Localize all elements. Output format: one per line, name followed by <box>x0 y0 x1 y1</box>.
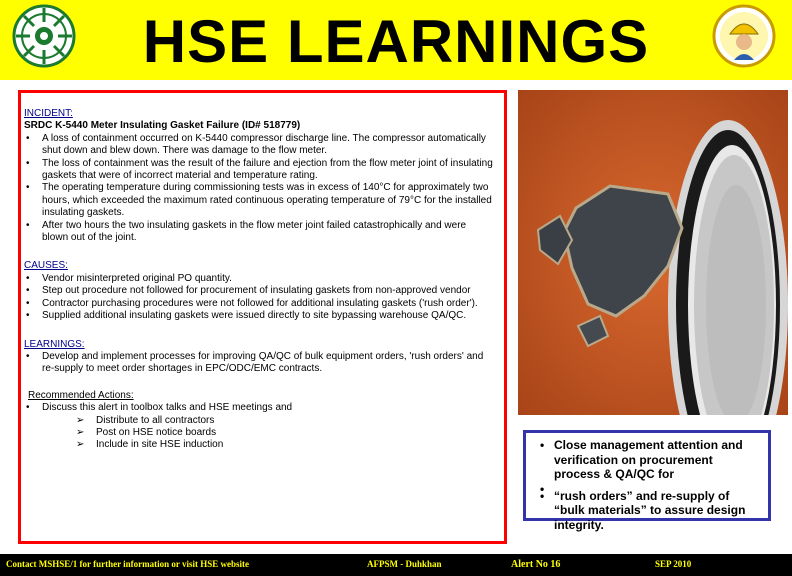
incident-heading: INCIDENT: <box>24 108 73 119</box>
footer-bar <box>0 554 792 576</box>
page-title: HSE LEARNINGS <box>142 8 650 75</box>
incident-content <box>24 108 494 452</box>
callout-spacer <box>538 482 762 489</box>
footer-department: AFPSM - Duhkhan <box>367 559 442 569</box>
causes-heading: CAUSES: <box>24 260 68 272</box>
callout-list <box>538 438 762 532</box>
learning-bullet: • Develop and implement processes for improving QA/QC of bulk equipment orders, 'rush orders' and re-supply to meet order shortages in EPC/ODC/EMC contracts. <box>24 351 494 376</box>
incident-bullet: • After two hours the two insulating gaskets in the flow meter joint failed catastrophically and were blown out of the joint. <box>24 220 494 245</box>
recommended-item: ➢ Distribute to all contractors <box>76 415 494 427</box>
incident-subtitle: SRDC K-5440 Meter Insulating Gasket Failure (ID# 518779) <box>24 120 301 132</box>
recommended-list <box>24 402 494 414</box>
recommended-sublist <box>24 415 494 452</box>
header-bar <box>0 0 792 80</box>
recommended-item: ➢ Post on HSE notice boards <box>76 427 494 439</box>
recommended-item: ➢ Include in site HSE induction <box>76 439 494 451</box>
causes-list <box>24 273 494 323</box>
cause-bullet: • Supplied additional insulating gaskets were issued directly to site bypassing warehouse QA/QC. <box>24 310 494 322</box>
recommended-bullet: • Discuss this alert in toolbox talks and HSE meetings and <box>24 402 494 414</box>
callout-bullet: • “rush orders” and re-supply of “bulk materials” to assure design integrity. <box>538 489 762 533</box>
cause-bullet: • Step out procedure not followed for procurement of insulating gaskets from non-approved vendor <box>24 285 494 297</box>
learnings-list <box>24 351 494 376</box>
incident-bullet: • A loss of containment occurred on K-5440 compressor discharge line. The compressor automatically shut down and blew down. There was damage to the flow meter. <box>24 133 494 158</box>
incident-bullet: • The loss of containment was the result of the failure and ejection from the flow meter joint of insulating gaskets that were of incorrect material and temperature rating. <box>24 158 494 183</box>
learnings-heading: LEARNINGS: <box>24 338 85 350</box>
footer-date: SEP 2010 <box>655 559 692 569</box>
incident-bullet: • The operating temperature during commissioning tests was in excess of 140°C for approximately two hours, which exceeded the maximum rated continuous operating temperature of 79°C for the installed insulating gaskets. <box>24 182 494 219</box>
callout-bullet: • Close management attention and verification on procurement process & QA/QC for <box>538 438 762 482</box>
footer-contact: Contact MSHSE/1 for further information or visit HSE website <box>6 559 249 569</box>
company-logo-icon <box>12 4 76 68</box>
cause-bullet: • Vendor misinterpreted original PO quantity. <box>24 273 494 285</box>
safety-is-teamwork-icon <box>710 4 778 68</box>
incident-list <box>24 133 494 245</box>
footer-alert-number: Alert No 16 <box>511 559 561 570</box>
cause-bullet: • Contractor purchasing procedures were not followed for additional insulating gaskets ('rush order'). <box>24 298 494 310</box>
recommendation-callout <box>523 430 771 532</box>
recommended-actions-heading: Recommended Actions: <box>28 389 134 401</box>
gasket-photo-icon <box>518 90 788 415</box>
